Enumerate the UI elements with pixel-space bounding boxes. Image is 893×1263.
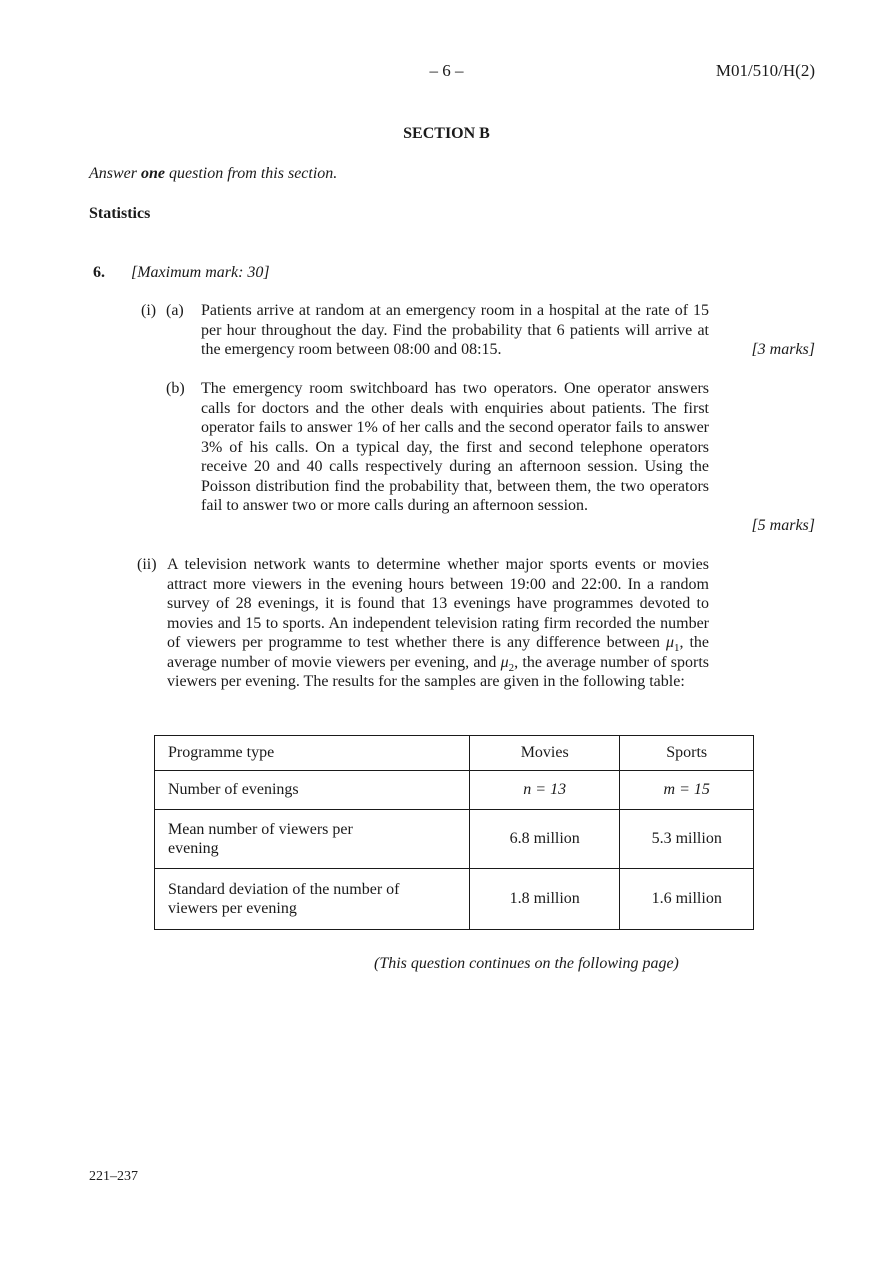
results-table [154, 735, 754, 930]
part-ii-text-3: , the average number of sports viewers per evening. The results for the samples are given in the following table: [167, 653, 709, 690]
row-label-mean [155, 810, 470, 869]
cell-sports-evenings: m = 15 [620, 771, 754, 810]
row-label-evenings: Number of evenings [155, 771, 470, 810]
cell-movies-evenings: n = 13 [469, 771, 619, 810]
row-label-sd-text: Standard deviation of the number of viewers per evening [168, 880, 400, 917]
table-row [155, 771, 754, 810]
instruction-post: question from this section. [165, 165, 338, 182]
paper-code: M01/510/H(2) [715, 61, 815, 80]
table-header-row [155, 736, 754, 771]
part-ii-label: (ii) [137, 556, 157, 573]
cell-movies-mean: 6.8 million [469, 810, 619, 869]
part-b-marks: [5 marks] [751, 517, 815, 534]
part-ii-text-1: A television network wants to determine whether major sports events or movies attract more viewers in the evening hours between 19:00 and 22:00. In a random survey of 28 evenings, it is found that 13 evenings have programmes devoted to movies and 15 to sports. An independent television rating firm recorded the number of viewers per programme to test whether there is any difference between [167, 556, 709, 651]
part-ii-text-2: , the average number of movie viewers per evening, and [167, 634, 710, 671]
mu1-subscript: 1 [673, 642, 680, 655]
topic-heading: Statistics [89, 205, 151, 222]
part-a-label: (a) [166, 302, 184, 319]
header-programme-type: Programme type [155, 736, 470, 771]
part-i-label: (i) [141, 302, 157, 319]
section-instruction [89, 164, 337, 184]
question-number: 6. [93, 264, 105, 281]
header-sports: Sports [620, 736, 754, 771]
table-row [155, 810, 754, 869]
row-label-mean-text: Mean number of viewers per evening [168, 820, 353, 857]
question-max-mark: [Maximum mark: 30] [131, 264, 270, 281]
section-title: SECTION B [403, 125, 490, 142]
part-b-label: (b) [166, 380, 185, 397]
continues-note: (This question continues on the following page) [374, 955, 679, 972]
instruction-pre: Answer [89, 165, 141, 182]
part-a-marks: [3 marks] [751, 341, 815, 358]
footer-code: 221–237 [89, 1169, 138, 1184]
part-a-text: Patients arrive at random at an emergency room in a hospital at the rate of 15 per hour throughout the day. Find the probability that 6 patients will arrive at the emergency room between 08:00 and 08:15. [201, 302, 709, 358]
page-number: – 6 – [429, 61, 464, 80]
table-row [155, 869, 754, 930]
mu2-subscript: 2 [508, 661, 515, 674]
row-label-sd [155, 869, 470, 930]
header-movies: Movies [469, 736, 619, 771]
cell-sports-sd: 1.6 million [620, 869, 754, 930]
cell-sports-mean: 5.3 million [620, 810, 754, 869]
mu2-symbol: μ [500, 653, 509, 671]
instruction-bold: one [141, 165, 165, 182]
mu1-symbol: μ [665, 634, 674, 651]
cell-movies-sd: 1.8 million [469, 869, 619, 930]
part-b-text: The emergency room switchboard has two operators. One operator answers calls for doctors and the other deals with enquiries about patients. The first operator fails to answer 1% of her calls and the second operator fails to answer 3% of his calls. On a typical day, the first and second telephone operators receive 20 and 40 calls respectively during an afternoon session. Using the Poisson distribution find the probability that, between them, the two operators fail to answer two or more calls during an afternoon session. [201, 380, 709, 514]
part-ii-text [167, 555, 709, 692]
